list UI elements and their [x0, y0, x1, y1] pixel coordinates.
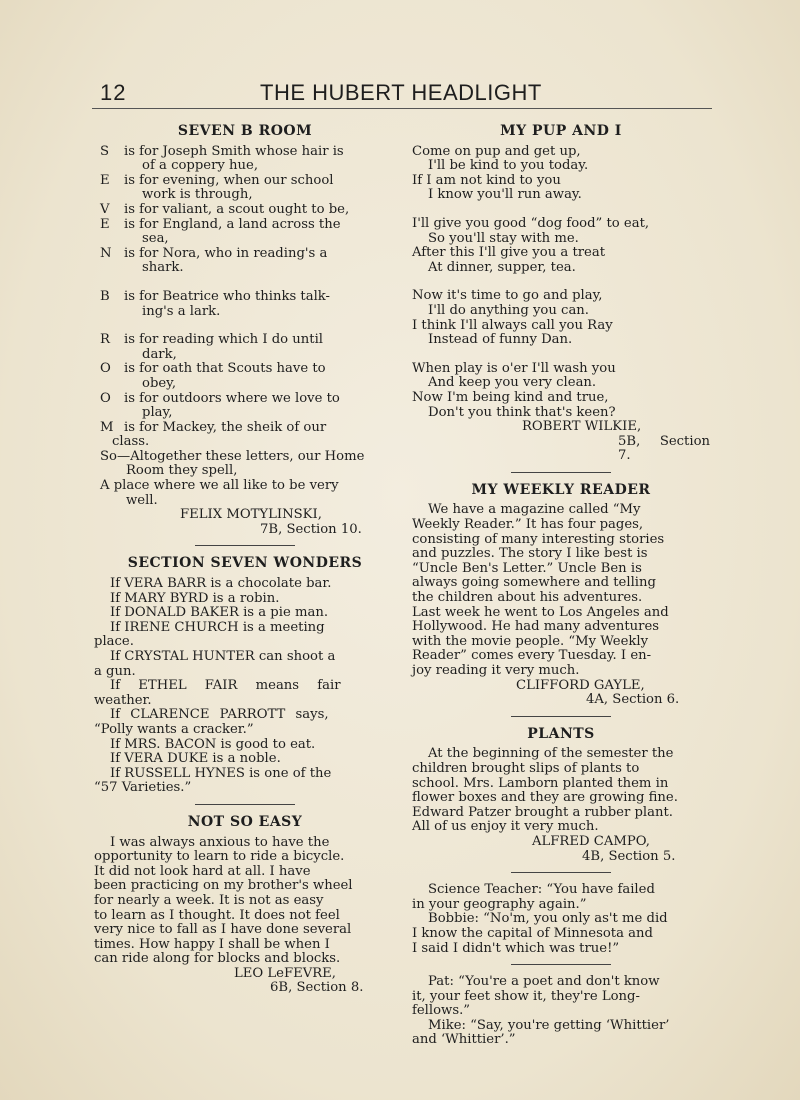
so-line: So—Altogether these letters, our Home	[100, 448, 365, 464]
weekly-reader-title: MY WEEKLY READER	[471, 481, 651, 498]
joke-line: and ‘Whittier’.”	[412, 1032, 516, 1048]
text-line: It did not look hard at all. I have	[94, 863, 311, 879]
author-section: 5B, Section 7.	[618, 433, 710, 464]
acrostic-line: S is for Joseph Smith whose hair is of a coppery hue,	[100, 143, 344, 174]
poem-stanza: When play is o'er I'll wash you And keep you very clean. Now I'm being kind and true, Don't you think that's keen?	[412, 360, 616, 420]
poem-stanza: Now it's time to go and play, I'll do anything you can. I think I'll always call you Ray Instead of funny Dan.	[412, 288, 613, 348]
text-line: school. Mrs. Lamborn planted them in	[412, 775, 669, 791]
text-line: to learn as I thought. It does not feel	[94, 907, 340, 923]
acrostic-line: N is for Nora, who in reading's a shark.	[100, 245, 328, 276]
place-line: A place where we all like to be very	[100, 478, 339, 494]
author-name: LEO LeFEVRE,	[234, 965, 336, 981]
text-line: with the movie people. “My Weekly	[412, 633, 649, 649]
divider	[511, 872, 611, 873]
text-line: opportunity to learn to ride a bicycle.	[94, 849, 345, 865]
page-number: 12	[100, 80, 127, 105]
poem-stanza: Come on pup and get up, I'll be kind to you today. If I am not kind to you I know you'll run away.	[412, 143, 589, 203]
divider	[195, 804, 295, 805]
author-name: ROBERT WILKIE,	[522, 419, 642, 435]
wonder-line: If MRS. BACON is good to eat.	[110, 736, 316, 752]
wonder-line: If ETHEL FAIR means fair	[110, 678, 341, 694]
divider	[195, 545, 295, 546]
text-line: very nice to fall as I have done several	[94, 922, 352, 938]
acrostic-line: O is for outdoors where we love to play,	[100, 390, 340, 421]
wonder-line: If CLARENCE PARROTT says,	[110, 707, 329, 723]
wonder-line: If DONALD BAKER is a pie man.	[110, 605, 329, 621]
place-line-cont: well.	[126, 492, 158, 508]
author-section: 4B, Section 5.	[582, 848, 676, 864]
joke-line: in your geography again.”	[412, 896, 587, 912]
text-line: All of us enjoy it very much.	[412, 819, 599, 835]
wonder-line: If VERA BARR is a chocolate bar.	[110, 576, 332, 592]
page-header	[92, 80, 712, 108]
divider	[511, 472, 611, 473]
text-line: for nearly a week. It is not as easy	[94, 892, 324, 908]
acrostic-line: O is for oath that Scouts have to obey,	[100, 361, 326, 391]
joke-line: it, your feet show it, they're Long-	[412, 988, 640, 1004]
right-column	[412, 124, 710, 1048]
text-line: flower boxes and they are growing fine.	[412, 790, 678, 806]
text-line: Last week he went to Los Angeles and	[412, 604, 669, 620]
text-line: Weekly Reader.” It has four pages,	[412, 517, 644, 533]
header-rule	[92, 108, 712, 109]
author-section: 7B, Section 10.	[260, 521, 362, 537]
section-seven-title: SECTION SEVEN WONDERS	[127, 555, 363, 572]
wonder-line: If IRENE CHURCH is a meeting	[110, 619, 325, 635]
text-line: children brought slips of plants to	[412, 760, 640, 776]
joke-line: Bobbie: “No'm, you only as't me did	[428, 911, 668, 927]
wonder-line: If MARY BYRD is a robin.	[110, 590, 280, 606]
author-name: ALFRED CAMPO,	[532, 833, 650, 849]
text-line: I was always anxious to have the	[110, 834, 330, 850]
joke-line: I said I didn't which was true!”	[412, 940, 620, 956]
text-line: and puzzles. The story I like best is	[412, 546, 648, 562]
joke-line: Mike: “Say, you're getting ‘Whittier’	[428, 1017, 670, 1033]
wonder-line: place.	[94, 634, 134, 650]
wonder-line: “57 Varieties.”	[94, 780, 192, 796]
journal-title: THE HUBERT HEADLIGHT	[260, 80, 542, 105]
author-section: 6B, Section 8.	[270, 980, 364, 996]
text-line: can ride along for blocks and blocks.	[94, 951, 341, 967]
joke-line: Pat: “You're a poet and don't know	[428, 974, 660, 990]
author-section: 4A, Section 6.	[586, 692, 680, 708]
text-line: We have a magazine called “My	[428, 502, 641, 518]
wonder-line: “Polly wants a cracker.”	[94, 721, 254, 737]
left-column	[94, 124, 396, 996]
text-line: consisting of many interesting stories	[412, 531, 665, 547]
wonder-line: weather.	[94, 692, 152, 708]
joke-line: fellows.”	[412, 1003, 471, 1019]
wonder-line: a gun.	[94, 663, 136, 679]
acrostic-line: V is for valiant, a scout ought to be,	[100, 201, 350, 217]
divider	[511, 716, 611, 717]
class-line: class.	[112, 434, 150, 450]
plants-title: PLANTS	[527, 725, 595, 742]
acrostic-line: B is for Beatrice who thinks talk- ing's a lark.	[100, 288, 331, 319]
wonder-line: If CRYSTAL HUNTER can shoot a	[110, 649, 336, 664]
text-line: Hollywood. He had many adventures	[412, 619, 660, 635]
text-line: the children about his adventures.	[412, 590, 643, 606]
joke-line: Science Teacher: “You have failed	[428, 882, 655, 898]
so-line-cont: Room they spell,	[126, 463, 238, 479]
wonder-line: If VERA DUKE is a noble.	[110, 751, 281, 767]
my-pup-title: MY PUP AND I	[500, 123, 622, 139]
poem-stanza: I'll give you good “dog food” to eat, So you'll stay with me. After this I'll give you a treat At dinner, supper, tea.	[412, 215, 650, 275]
joke-line: I know the capital of Minnesota and	[412, 925, 653, 941]
seven-b-room-title: SEVEN B ROOM	[177, 123, 313, 139]
text-line: always going somewhere and telling	[412, 575, 656, 591]
text-line: joy reading it very much.	[412, 663, 580, 678]
acrostic-line: E is for England, a land across the sea,	[100, 216, 341, 247]
author-name: CLIFFORD GAYLE,	[516, 677, 645, 693]
text-line: been practicing on my brother's wheel	[94, 878, 353, 894]
author-name: FELIX MOTYLINSKI,	[180, 507, 322, 523]
text-line: At the beginning of the semester the	[428, 746, 674, 762]
text-line: times. How happy I shall be when I	[94, 936, 330, 952]
divider	[511, 964, 611, 965]
text-line: Edward Patzer brought a rubber plant.	[412, 804, 673, 820]
wonder-line: If RUSSELL HYNES is one of the	[110, 765, 332, 781]
acrostic-line: E is for evening, when our school work is through,	[100, 172, 334, 203]
acrostic-line: R is for reading which I do until dark,	[100, 332, 324, 362]
not-so-easy-title: NOT SO EASY	[187, 813, 303, 830]
acrostic-line: M is for Mackey, the sheik of our	[100, 419, 327, 435]
text-line: Reader” comes every Tuesday. I en-	[412, 648, 652, 664]
text-line: “Uncle Ben's Letter.” Uncle Ben is	[412, 560, 642, 576]
